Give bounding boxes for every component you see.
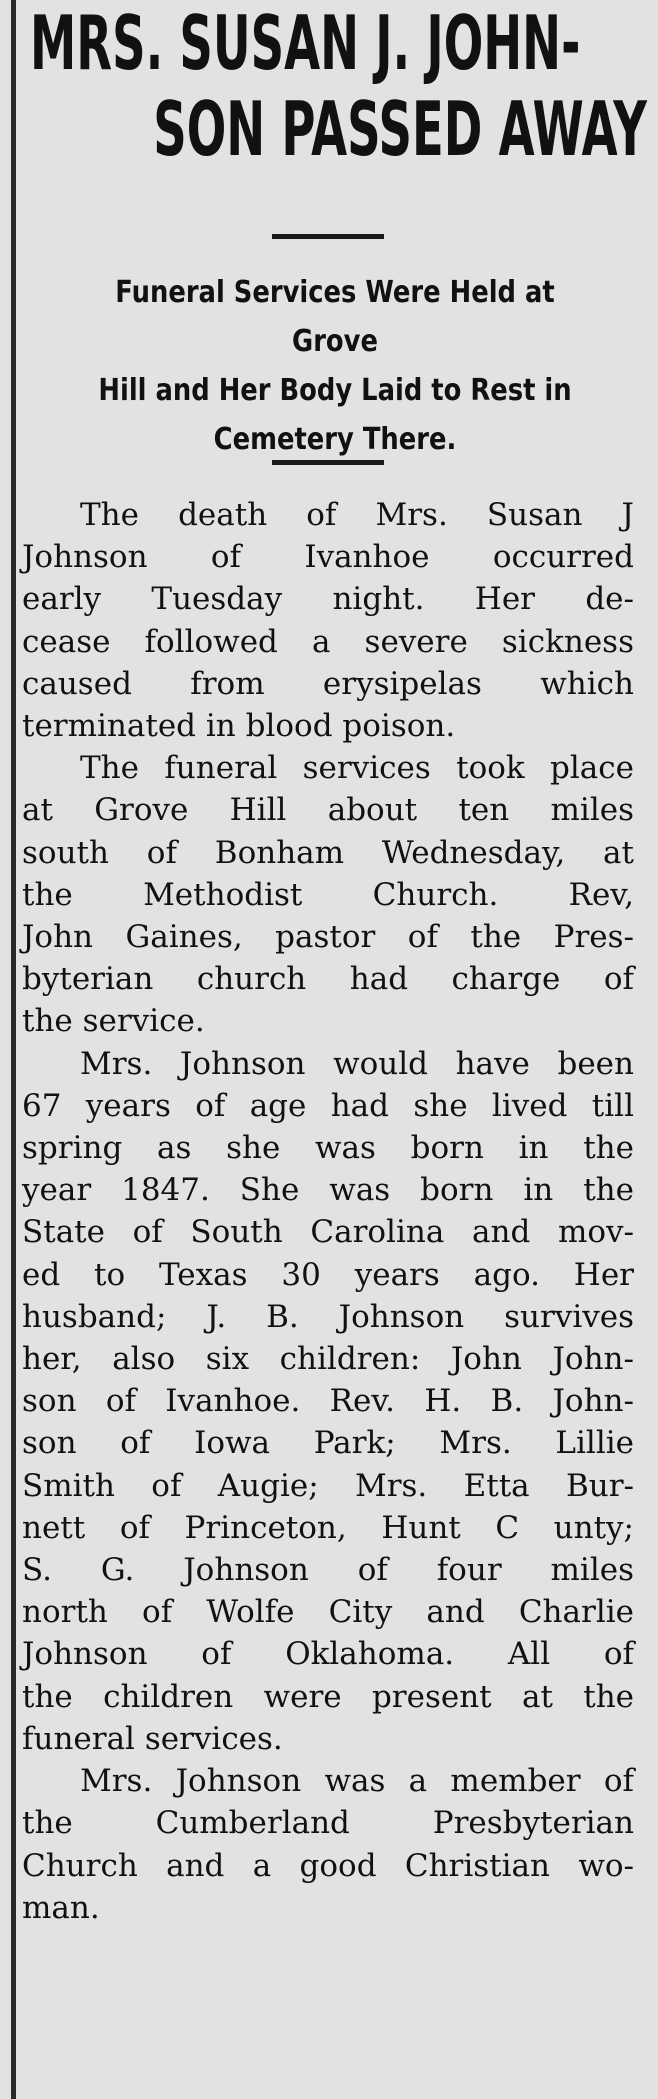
column-rule xyxy=(11,0,16,2099)
body-line: The death of Mrs. Susan J xyxy=(80,497,634,533)
body-line: son of Iowa Park; Mrs. Lillie xyxy=(22,1425,634,1462)
body-line: south of Bonham Wednesday, at xyxy=(22,834,634,871)
body-line: at Grove Hill about ten miles xyxy=(22,792,634,829)
subhead-line: Cemetery There. xyxy=(213,422,457,457)
body-line: terminated in blood poison. xyxy=(22,708,456,745)
body-line: spring as she was born in the xyxy=(22,1130,634,1167)
body-line: year 1847. She was born in the xyxy=(22,1172,634,1209)
body-line: The funeral services took place xyxy=(80,750,634,787)
body-line: the Cumberland Presbyterian xyxy=(22,1805,634,1842)
body-line: cease followed a severe sickness xyxy=(22,623,634,660)
body-line: Johnson of Oklahoma. All of xyxy=(22,1636,634,1673)
body-line: byterian church had charge of xyxy=(22,961,634,998)
body-line: nett of Princeton, Hunt C unty; xyxy=(22,1509,634,1546)
body-line: the children were present at the xyxy=(22,1678,634,1715)
body-line: State of South Carolina and mov- xyxy=(22,1214,634,1251)
body-line: husband; J. B. Johnson survives xyxy=(22,1298,634,1335)
body-line: Johnson of Ivanhoe occurred xyxy=(22,539,634,576)
body-line: early Tuesday night. Her de- xyxy=(22,581,634,618)
body-line: S. G. Johnson of four miles xyxy=(22,1552,634,1589)
body-line: her, also six children: John John- xyxy=(22,1341,634,1378)
headline-line-1: MRS. SUSAN J. JOHN- xyxy=(30,0,581,87)
body-line: the Methodist Church. Rev, xyxy=(22,876,634,913)
body-line: Mrs. Johnson was a member of xyxy=(80,1763,634,1800)
subhead-line: Funeral Services Were Held at Grove xyxy=(115,275,555,359)
article-body xyxy=(22,494,634,1929)
body-line: ed to Texas 30 years ago. Her xyxy=(22,1256,634,1293)
subhead-divider xyxy=(272,460,384,465)
body-line: John Gaines, pastor of the Pres- xyxy=(22,919,634,956)
body-line: Mrs. Johnson would have been xyxy=(80,1045,634,1082)
body-line: the service. xyxy=(22,1003,205,1040)
body-line: 67 years of age had she lived till xyxy=(22,1087,634,1124)
body-line: Church and a good Christian wo- xyxy=(22,1847,634,1884)
headline-line-2: SON PASSED AWAY xyxy=(153,85,647,173)
body-line: son of Ivanhoe. Rev. H. B. John- xyxy=(22,1383,634,1420)
headline-divider xyxy=(272,234,384,239)
body-line: caused from erysipelas which xyxy=(22,665,634,702)
body-line: man. xyxy=(22,1889,100,1926)
body-line: north of Wolfe City and Charlie xyxy=(22,1594,634,1631)
body-line: funeral services. xyxy=(22,1720,283,1757)
body-line: Smith of Augie; Mrs. Etta Bur- xyxy=(22,1467,634,1504)
headline xyxy=(30,0,647,173)
subhead-line: Hill and Her Body Laid to Rest in xyxy=(98,373,572,408)
subheadline xyxy=(73,268,598,464)
